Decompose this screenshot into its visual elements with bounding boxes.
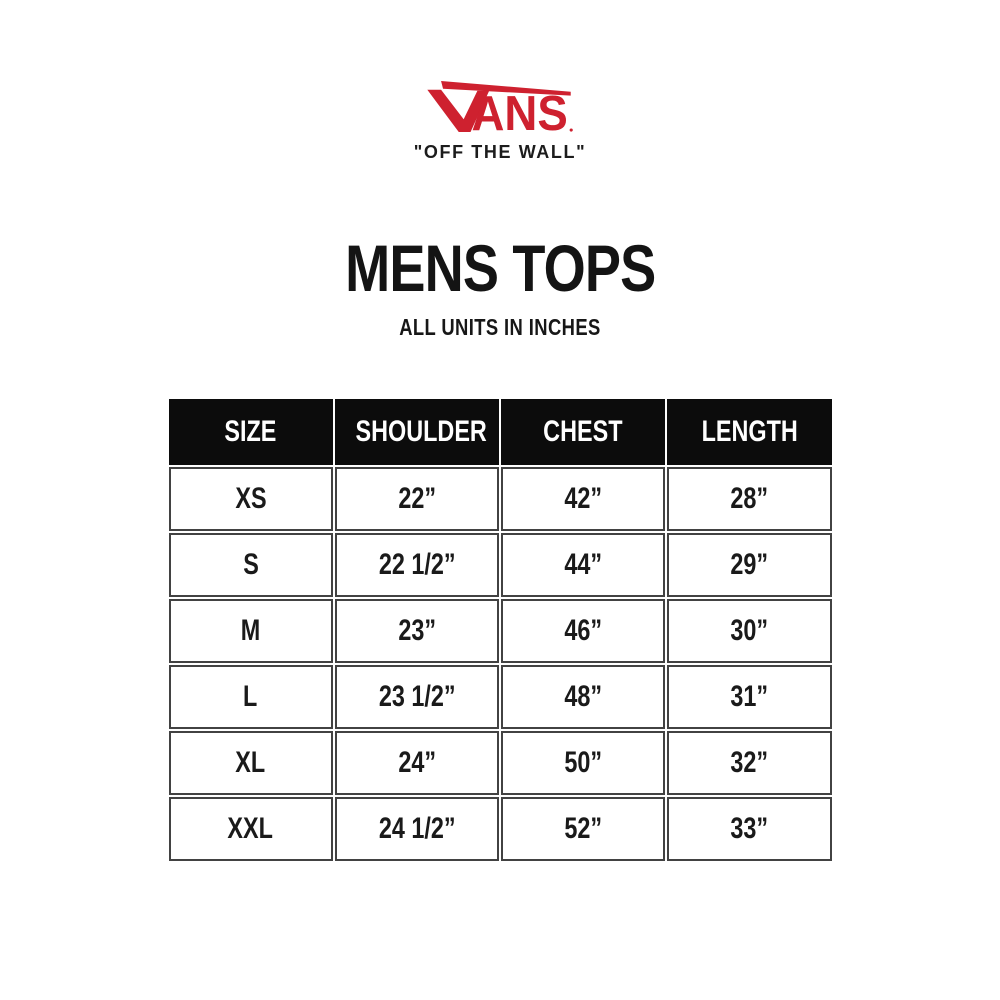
cell-value: S [242, 548, 259, 581]
cell-shoulder [335, 533, 499, 597]
cell-shoulder [335, 599, 499, 663]
cell-value: 32” [730, 746, 769, 779]
cell-value: 30” [730, 614, 769, 647]
brand-tagline: "OFF THE WALL" [413, 142, 587, 162]
cell-length [667, 665, 831, 729]
cell-length [667, 731, 831, 795]
table-row-xl [169, 731, 832, 795]
column-header-shoulder-label: SHOULDER [355, 415, 487, 448]
cell-value: XL [235, 746, 266, 779]
cell-value: 50” [564, 746, 602, 779]
cell-value: 29” [730, 548, 769, 581]
column-header-size-label: SIZE [224, 415, 277, 448]
brand-logo-block [414, 78, 586, 163]
column-header-chest-label: CHEST [543, 415, 623, 448]
table-row-xs [169, 467, 832, 531]
vans-logo-letters: ANS [471, 87, 568, 133]
cell-value: 44” [564, 548, 602, 581]
column-header-length [667, 399, 831, 465]
cell-length [667, 599, 831, 663]
cell-chest [501, 467, 665, 531]
cell-value: 22 1/2” [378, 548, 456, 581]
table-row-s [169, 533, 832, 597]
cell-value: 23 1/2” [378, 680, 456, 713]
cell-chest [501, 797, 665, 861]
column-header-chest [501, 399, 665, 465]
cell-chest [501, 533, 665, 597]
cell-value: 28” [730, 482, 769, 515]
cell-size [169, 467, 333, 531]
cell-size [169, 533, 333, 597]
header-row [169, 399, 832, 465]
cell-length [667, 797, 831, 861]
cell-chest [501, 599, 665, 663]
cell-length [667, 467, 831, 531]
cell-shoulder [335, 797, 499, 861]
column-header-shoulder [335, 399, 499, 465]
cell-value: 23” [398, 614, 436, 647]
cell-value: 33” [730, 812, 769, 845]
table-row-xxl [169, 797, 832, 861]
cell-value: 24” [398, 746, 436, 779]
cell-value: XXL [227, 812, 274, 845]
cell-value: 31” [730, 680, 769, 713]
column-header-size [169, 399, 333, 465]
cell-value: 22” [398, 482, 436, 515]
column-header-length-label: LENGTH [701, 415, 798, 448]
cell-value: M [240, 614, 261, 647]
cell-value: XS [235, 482, 267, 515]
table-row-m [169, 599, 832, 663]
cell-value: 52” [564, 812, 602, 845]
table-row-l [169, 665, 832, 729]
cell-shoulder [335, 731, 499, 795]
trademark-dot [570, 128, 573, 131]
cell-size [169, 599, 333, 663]
vans-logo-icon [426, 78, 574, 133]
page-title: MENS TOPS [344, 231, 656, 305]
cell-value: 24 1/2” [378, 812, 456, 845]
cell-size [169, 665, 333, 729]
cell-length [667, 533, 831, 597]
cell-shoulder [335, 665, 499, 729]
cell-value: L [243, 680, 258, 713]
cell-value: 48” [564, 680, 602, 713]
cell-value: 42” [564, 482, 602, 515]
cell-size [169, 731, 333, 795]
size-chart-header [169, 399, 832, 465]
size-chart-body [169, 467, 832, 861]
page-subtitle: ALL UNITS IN INCHES [399, 314, 601, 340]
cell-value: 46” [564, 614, 602, 647]
cell-chest [501, 665, 665, 729]
cell-chest [501, 731, 665, 795]
cell-shoulder [335, 467, 499, 531]
cell-size [169, 797, 333, 861]
size-chart-table [167, 397, 834, 863]
